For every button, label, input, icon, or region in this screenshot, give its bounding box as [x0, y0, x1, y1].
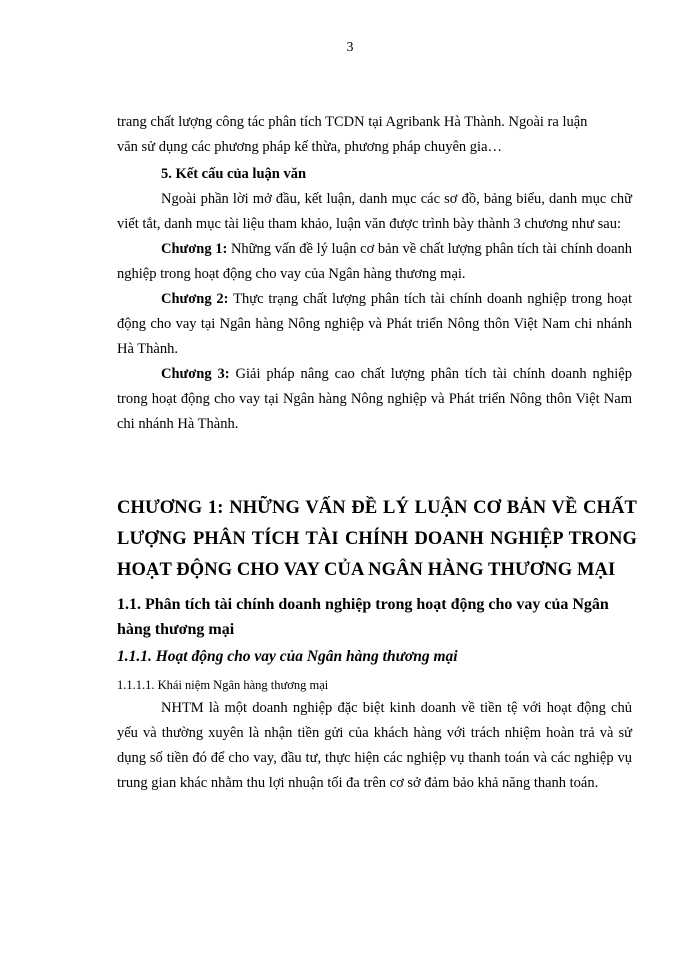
- chapter-title: CHƯƠNG 1: NHỮNG VẤN ĐỀ LÝ LUẬN CƠ BẢN VỀ CHẤT LƯỢNG PHÂN TÍCH TÀI CHÍNH DOANH NGHIỆP TRONG HOẠT ĐỘNG CHO VAY CỦA NGÂN HÀNG THƯƠNG MẠI: [117, 498, 637, 580]
- intro-line: trang chất lượng công tác phân tích TCDN tại Agribank Hà Thành. Ngoài ra luận: [117, 114, 588, 130]
- definition-paragraph: NHTM là một doanh nghiệp đặc biệt kinh doanh về tiền tệ với hoạt động chủ yếu và thường xuyên là nhận tiền gửi của khách hàng với trách nhiệm hoàn trả và sử dụng số tiền đó để cho vay, đầu tư, thực hiện các nghiệp vụ thanh toán và các nghiệp vụ trung gian khác nhằm thu lợi nhuận tối đa trên cơ sở đảm bảo khả năng thanh toán.: [117, 700, 632, 791]
- intro-text: [117, 110, 632, 160]
- subsection-title: 1.1.1. Hoạt động cho vay của Ngân hàng thương mại: [117, 648, 458, 665]
- chapter-summary-1: [117, 237, 632, 287]
- section-5: [117, 162, 632, 437]
- section-title: 1.1. Phân tích tài chính doanh nghiệp trong hoạt động cho vay của Ngân hàng thương mại: [117, 596, 609, 638]
- section-5-heading: 5. Kết cấu của luận văn: [161, 166, 307, 182]
- page-number: 3: [346, 40, 354, 55]
- subsubsection-title: 1.1.1.1. Khái niệm Ngân hàng thương mại: [117, 678, 329, 692]
- chapter-label: Chương 1:: [161, 241, 228, 257]
- chapter-description: Giải pháp nâng cao chất lượng phân tích tài chính doanh nghiệp trong hoạt động cho vay tại Ngân hàng Nông nghiệp và Phát triển Nông thôn Việt Nam chi nhánh Hà Thành.: [117, 366, 632, 432]
- definition-text: [117, 696, 632, 796]
- chapter-label: Chương 3:: [161, 366, 230, 382]
- chapter-description: Thực trạng chất lượng phân tích tài chính doanh nghiệp trong hoạt động cho vay tại Ngân hàng Nông nghiệp và Phát triển Nông thôn Việt Nam chi nhánh Hà Thành.: [117, 291, 632, 357]
- chapter-label: Chương 2:: [161, 291, 229, 307]
- chapter-description: Những vấn đề lý luận cơ bản về chất lượng phân tích tài chính doanh nghiệp trong hoạt động cho vay của Ngân hàng thương mại.: [117, 241, 632, 282]
- chapter-summary-3: [117, 362, 632, 437]
- section-5-paragraph: Ngoài phần lời mở đầu, kết luận, danh mục các sơ đồ, bảng biểu, danh mục chữ viết tắt, danh mục tài liệu tham khảo, luận văn được trình bày thành 3 chương như sau:: [117, 191, 632, 232]
- chapter-summary-2: [117, 287, 632, 362]
- intro-line: văn sử dụng các phương pháp kế thừa, phương pháp chuyên gia…: [117, 139, 503, 155]
